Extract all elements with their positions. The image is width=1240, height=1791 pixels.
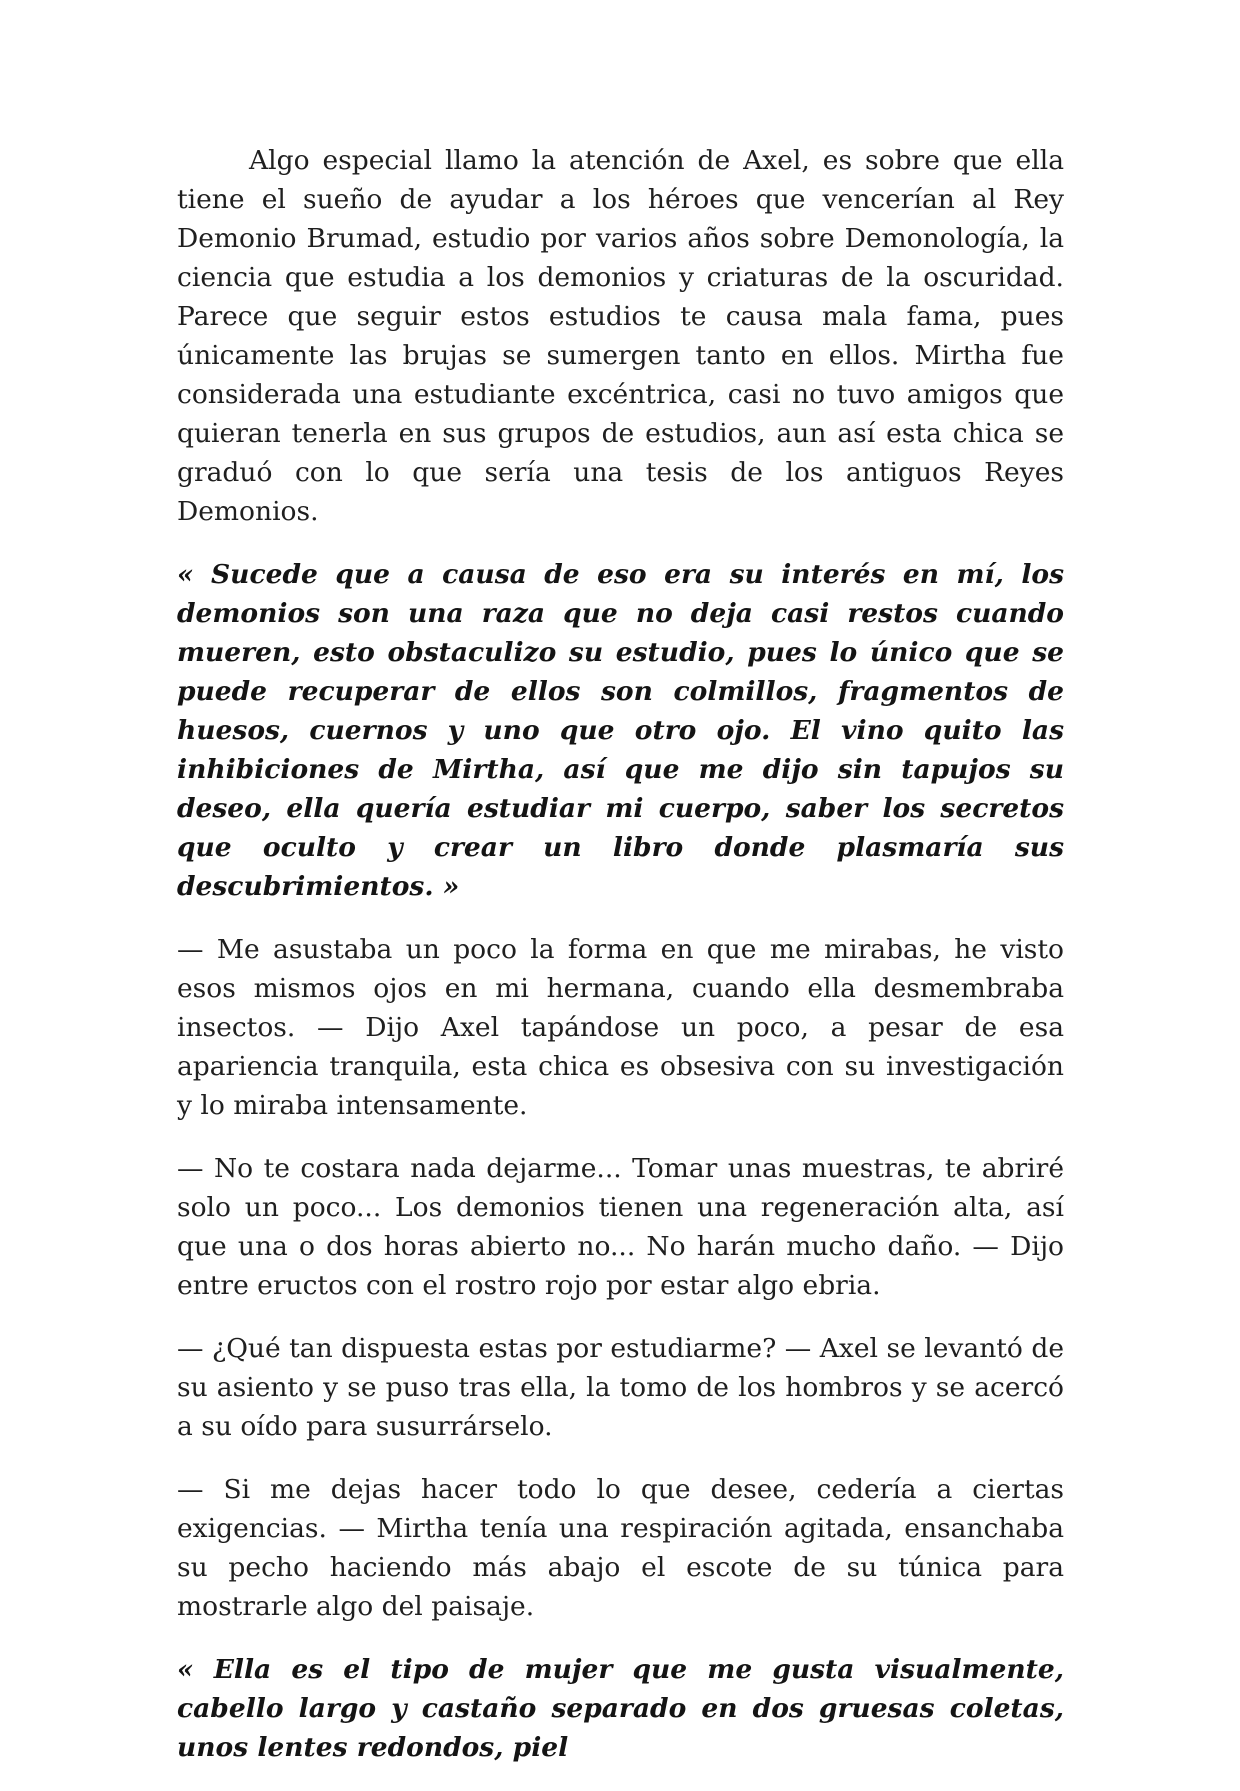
paragraph-inner-thought: « Sucede que a causa de eso era su interés en mí, los demonios son una raza que no deja casi restos cuando mueren, esto obstaculizo su estudio, pues lo único que se puede recuperar de ellos son colmillos, fragmentos de huesos, cuernos y uno que otro ojo. El vino quito las inhibiciones de Mirtha, así que me dijo sin tapujos su deseo, ella quería estudiar mi cuerpo, saber los secretos que oculto y crear un libro donde plasmaría sus descubrimientos. »	[177, 559, 1064, 902]
paragraph-dialogue: — Si me dejas hacer todo lo que desee, cedería a ciertas exigencias. — Mirtha tenía una respiración agitada, ensanchaba su pecho haciendo más abajo el escote de su túnica para mostrarle algo del paisaje.	[177, 1474, 1064, 1622]
paragraph-dialogue: — ¿Qué tan dispuesta estas por estudiarme? — Axel se levantó de su asiento y se puso tras ella, la tomo de los hombros y se acercó a su oído para susurrárselo.	[177, 1333, 1064, 1442]
paragraph-dialogue: — No te costara nada dejarme... Tomar unas muestras, te abriré solo un poco... Los demonios tienen una regeneración alta, así que una o dos horas abierto no... No harán mucho daño. — Dijo entre eructos con el rostro rojo por estar algo ebria.	[177, 1153, 1064, 1301]
document-page	[177, 141, 1064, 1791]
paragraph-inner-thought: « Ella es el tipo de mujer que me gusta visualmente, cabello largo y castaño separado en dos gruesas coletas, unos lentes redondos, piel	[177, 1654, 1064, 1763]
paragraph-dialogue: — Me asustaba un poco la forma en que me mirabas, he visto esos mismos ojos en mi hermana, cuando ella desmembraba insectos. — Dijo Axel tapándose un poco, a pesar de esa apariencia tranquila, esta chica es obsesiva con su investigación y lo miraba intensamente.	[177, 934, 1064, 1121]
paragraph-narration: Algo especial llamo la atención de Axel, es sobre que ella tiene el sueño de ayudar a los héroes que vencerían al Rey Demonio Brumad, estudio por varios años sobre Demonología, la ciencia que estudia a los demonios y criaturas de la oscuridad. Parece que seguir estos estudios te causa mala fama, pues únicamente las brujas se sumergen tanto en ellos. Mirtha fue considerada una estudiante excéntrica, casi no tuvo amigos que quieran tenerla en sus grupos de estudios, aun así esta chica se graduó con lo que sería una tesis de los antiguos Reyes Demonios.	[177, 145, 1064, 527]
